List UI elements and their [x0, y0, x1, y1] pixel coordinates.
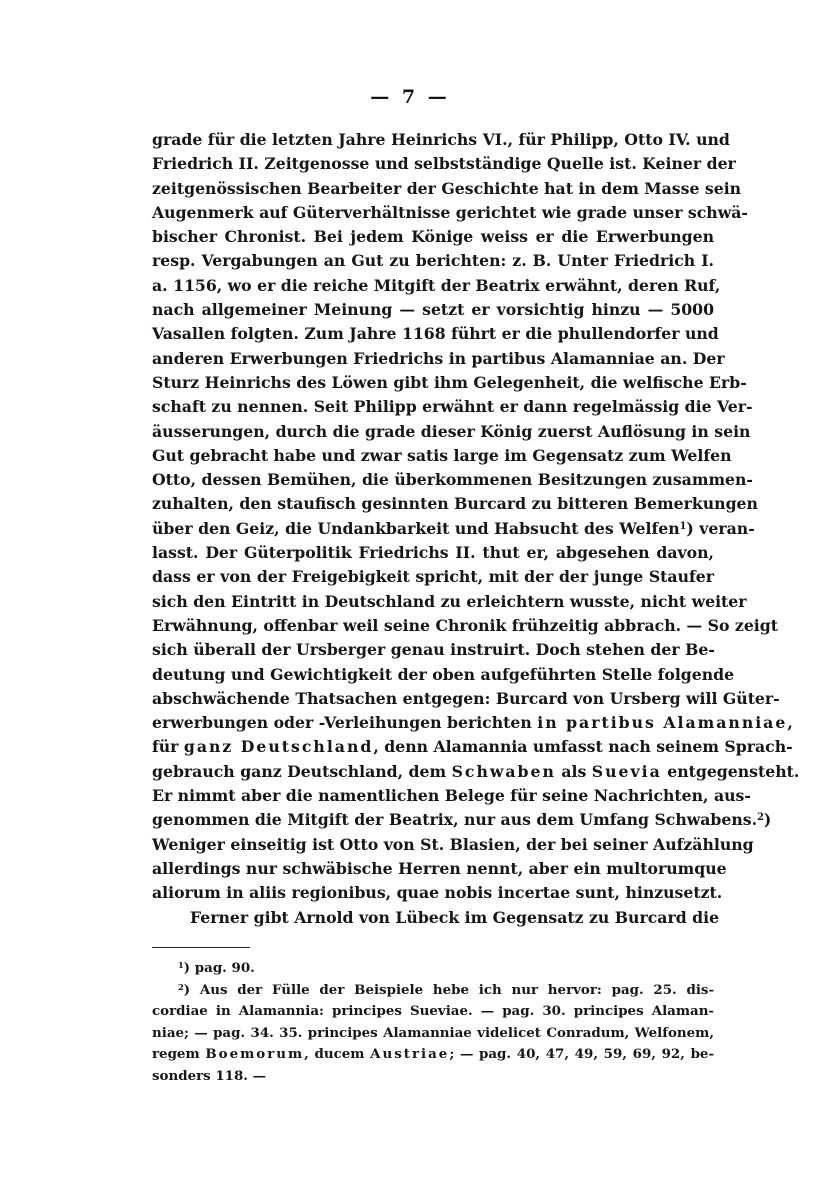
text-segment: )	[763, 810, 772, 830]
text-line: bischer Chronist. Bei jedem Könige weiss er die Erwerbungen	[152, 227, 714, 247]
text-line: sich den Eintritt in Deutschland zu erleichtern wusste, nicht weiter	[152, 591, 747, 611]
text-line: Gut gebracht habe und zwar satis large im Gegensatz zum Welfen	[152, 445, 732, 465]
text-line: Sturz Heinrichs des Löwen gibt ihm Gelegenheit, die welfische Erb-	[152, 372, 747, 392]
text-line: äusserungen, durch die grade dieser König zuerst Auflösung in sein	[152, 421, 751, 441]
text-line: allerdings nur schwäbische Herren nennt, aber ein multorumque	[152, 858, 727, 878]
text-line: dass er von der Freigebigkeit spricht, mit der der junge Staufer	[152, 567, 714, 587]
footnote-text: ) pag. 90.	[183, 960, 255, 976]
footnote-2	[152, 980, 714, 1002]
text-line: Er nimmt aber die namentlichen Belege für seine Nachrichten, aus-	[152, 786, 751, 806]
text-line	[152, 735, 793, 759]
footnote-line: sonders 118. —	[152, 1067, 267, 1084]
text-line	[152, 760, 800, 784]
text-line: Otto, dessen Bemühen, die überkommenen Besitzungen zusammen-	[152, 470, 753, 490]
page-number: — 7 —	[370, 86, 450, 108]
text-line: Ferner gibt Arnold von Lübeck im Gegensatz zu Burcard die	[190, 907, 720, 927]
text-line	[152, 517, 755, 541]
footnote-line: cordiae in Alamannia: principes Sueviae. — pag. 30. principes Alaman-	[152, 1003, 714, 1020]
footnote-marker: 2	[178, 981, 184, 992]
text-line: a. 1156, wo er die reiche Mitgift der Beatrix erwähnt, deren Ruf,	[152, 275, 721, 295]
text-line: Augenmerk auf Güterverhältnisse gerichtet wie grade unser schwä-	[152, 202, 748, 222]
footnote-line	[152, 1044, 714, 1066]
footnote-marker: 1	[679, 520, 687, 532]
text-line: Friedrich II. Zeitgenosse und selbstständige Quelle ist. Keiner der	[152, 154, 736, 174]
footnotes	[152, 958, 714, 1088]
text-line: lasst. Der Güterpolitik Friedrichs II. thut er, abgesehen davon,	[152, 543, 714, 563]
text-line: Weniger einseitig ist Otto von St. Blasien, der bei seiner Aufzählung	[152, 834, 754, 854]
spaced-text: Austriae	[370, 1046, 450, 1063]
text-line: Erwähnung, offenbar weil seine Chronik frühzeitig abbrach. — So zeigt	[152, 615, 778, 635]
footnote-text: ) Aus der Fülle der Beispiele hebe ich nur hervor: pag. 25. dis-	[183, 981, 714, 998]
text-line	[152, 808, 772, 832]
text-line	[152, 711, 795, 735]
text-segment: genommen die Mitgift der Beatrix, nur aus dem Umfang Schwabens.	[152, 810, 758, 830]
spaced-text: in partibus Alamanniae,	[537, 713, 795, 733]
text-line: schaft zu nennen. Seit Philipp erwähnt er dann regelmässig die Ver-	[152, 397, 753, 417]
text-segment: als	[561, 761, 587, 781]
text-line: aliorum in aliis regionibus, quae nobis incertae sunt, hinzusetzt.	[152, 883, 723, 903]
text-line: resp. Vergabungen an Gut zu berichten: z. B. Unter Friedrich I.	[152, 251, 714, 271]
footnote-marker: 1	[178, 959, 184, 970]
footnote-line: niae; — pag. 34. 35. principes Alamanniae videlicet Conradum, Welfonem,	[152, 1024, 714, 1041]
text-line: anderen Erwerbungen Friedrichs in partibus Alamanniae an. Der	[152, 348, 725, 368]
text-segment: erwerbungen oder -Verleihungen berichten	[152, 713, 532, 733]
footnote-text: regem	[152, 1046, 200, 1063]
text-segment: ) veran-	[686, 518, 755, 538]
footnote-text: , ducem	[304, 1046, 365, 1063]
text-line: zeitgenössischen Bearbeiter der Geschichte hat in dem Masse sein	[152, 178, 742, 198]
text-line: nach allgemeiner Meinung — setzt er vorsichtig hinzu — 5000	[152, 300, 714, 320]
footnote-1	[152, 958, 714, 980]
text-line: sich überall der Ursberger genau instruirt. Doch stehen der Be-	[152, 640, 715, 660]
text-segment: ganz Deutschland, dem	[240, 761, 447, 781]
footnote-text: ; — pag. 40, 47, 49, 59, 69, 92, be-	[449, 1046, 715, 1063]
spaced-text: Suevia	[591, 761, 662, 781]
body-text	[152, 128, 800, 930]
text-segment: , denn Alamannia umfasst nach seinem Sprach-	[373, 737, 793, 757]
text-segment: gebrauch	[152, 761, 235, 781]
spaced-text: Boemorum	[205, 1046, 305, 1063]
text-line: zuhalten, den staufisch gesinnten Burcard zu bitteren Bemerkungen	[152, 494, 758, 514]
spaced-text: Schwaben	[451, 761, 556, 781]
text-segment: entgegensteht.	[667, 761, 800, 781]
spaced-text: ganz Deutschland	[183, 737, 374, 757]
footnote-divider	[152, 947, 250, 948]
footnote-marker: 2	[757, 812, 764, 824]
text-line: deutung und Gewichtigkeit der oben aufgeführten Stelle folgende	[152, 664, 735, 684]
text-line: abschwächende Thatsachen entgegen: Burcard von Ursberg will Güter-	[152, 688, 780, 708]
text-segment: für	[152, 737, 179, 757]
text-line: grade für die letzten Jahre Heinrichs VI., für Philipp, Otto IV. und	[152, 130, 730, 149]
text-line: Vasallen folgten. Zum Jahre 1168 führt er die phullendorfer und	[152, 324, 719, 344]
text-segment: über den Geiz, die Undankbarkeit und Habsucht des Welfen	[152, 518, 680, 538]
